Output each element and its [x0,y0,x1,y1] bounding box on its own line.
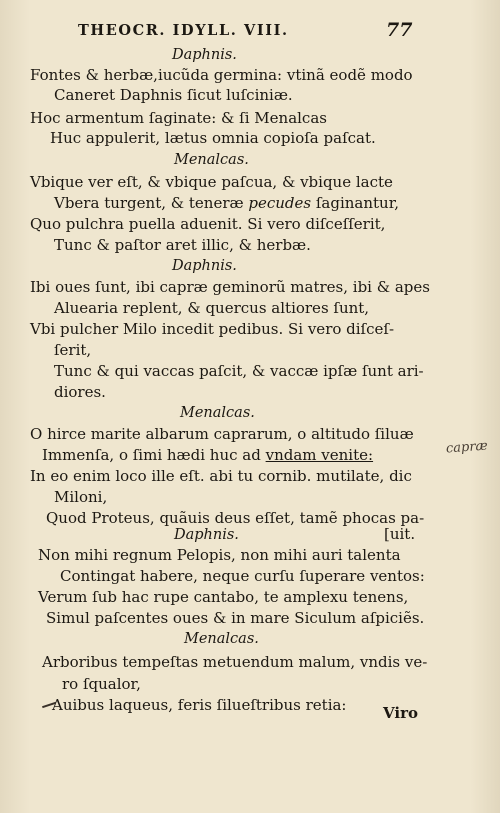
verse-line: Contingat habere, neque curſu ſuperare ventos: [60,567,425,585]
verse-line: In eo enim loco ille eſt. abi tu cornib. mutilate, dic [30,467,412,485]
verse-line: Aluearia replent, & quercus altiores ſunt, [54,299,370,317]
verse-line: diores. [54,383,106,401]
verse-line: ſerit, [54,341,92,359]
verse-line: Quod Proteus, quãuis deus eſſet, tamẽ phocas pa- [46,509,425,527]
verse-segment: ſaginantur, [311,194,399,212]
verse-line: Ibi oues ſunt, ibi capræ geminorũ matres, ibi & apes [30,278,430,296]
speaker-menalcas: Menalcas. [184,631,259,647]
turnover-word: [uit. [384,525,416,543]
catchword: Viro [383,704,418,722]
verse-line: O hirce marite albarum caprarum, o altitudo ſiluæ [30,425,414,443]
speaker-menalcas: Menalcas. [180,405,255,421]
verse-line: Vbique ver eſt, & vbique paſcua, & vbique lacte [30,173,393,191]
verse-segment: Immenſa, o ſimi hædi huc ad [42,446,266,464]
verse-line: Caneret Daphnis ſicut luſciniæ. [54,86,293,104]
verse-line: Non mihi regnum Pelopis, non mihi auri talenta [38,546,401,564]
verse-line: Quo pulchra puella aduenit. Si vero diſceſſerit, [30,215,386,233]
verse-line: Miloni, [54,488,108,506]
speaker-daphnis: Daphnis. [172,258,237,274]
verse-line: Verum ſub hac rupe cantabo, te amplexu tenens, [38,588,409,606]
italic-word: pecudes [248,194,312,212]
verse-line: Fontes & herbæ,iucũda germina: vtinã eodẽ modo [30,66,413,84]
verse-line: Arboribus tempeſtas metuendum malum, vndis ve- [42,653,428,671]
verse-line: Tunc & paſtor aret illic, & herbæ. [54,236,311,254]
verse-line: ro ſqualor, [62,675,141,693]
page-number: 77 [386,19,413,41]
verse-line [42,445,373,465]
verse-line: Tunc & qui vaccas paſcit, & vaccæ ipſæ ſunt ari- [54,362,424,380]
verse-line: Simul paſcentes oues & in mare Siculum aſpiciẽs. [46,609,425,627]
verse-segment: Vbera turgent, & teneræ [54,194,249,212]
handwritten-margin-note: capræ [445,438,489,457]
verse-line [54,193,399,213]
verse-line: Vbi pulcher Milo incedit pedibus. Si vero diſceſ- [30,320,395,338]
verse-line: Huc appulerit, lætus omnia copioſa paſcat. [50,129,376,147]
speaker-menalcas: Menalcas. [174,152,249,168]
speaker-daphnis: Daphnis. [172,47,237,63]
verse-line: Hoc armentum ſaginate: & ſi Menalcas [30,109,327,127]
running-title: THEOCR. IDYLL. VIII. [78,22,289,39]
verse-line: Auibus laqueus, feris ſilueſtribus retia: [52,696,347,714]
underlined-phrase: vndam venite: [265,446,374,464]
speaker-daphnis: Daphnis. [174,527,239,543]
running-head [0,19,500,42]
